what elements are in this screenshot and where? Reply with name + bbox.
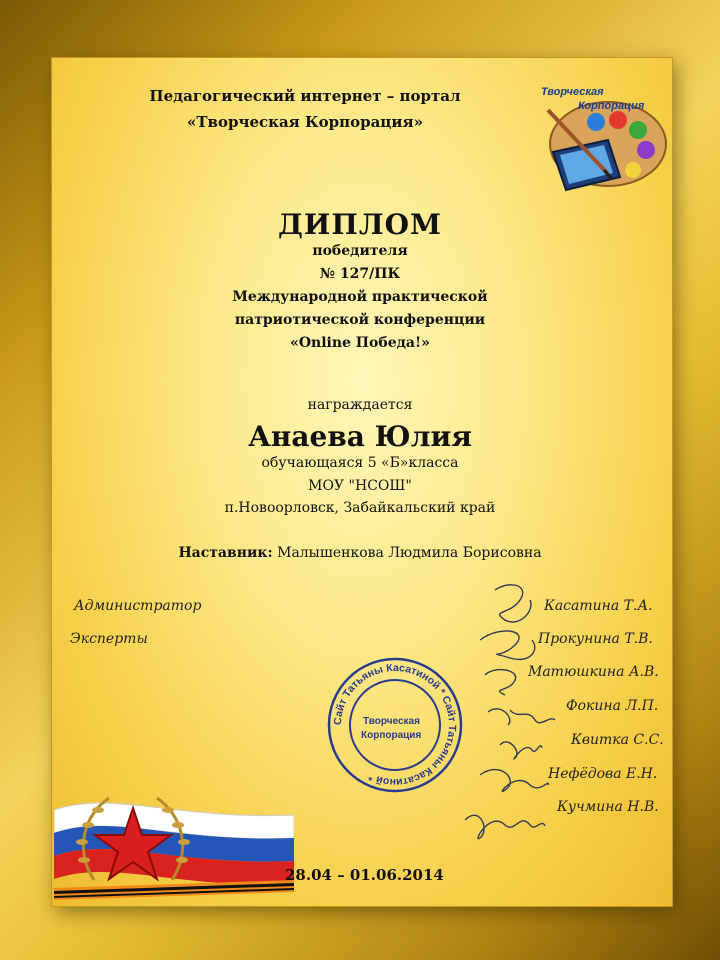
portal-title-line2: «Творческая Корпорация»	[187, 113, 423, 131]
diploma-title: ДИПЛОМ	[278, 208, 442, 241]
conference-line1: Международной практической	[232, 289, 488, 305]
mentor-label: Наставник:	[178, 545, 273, 561]
logo-text-line1: Творческая	[541, 86, 604, 98]
awarded-label: награждается	[307, 397, 413, 413]
signer-name: Фокина Л.П.	[566, 698, 659, 714]
conference-line2: патриотической конференции	[234, 312, 486, 328]
diploma-subtitle-winner: победителя	[312, 243, 408, 259]
conference-name: «Online Победа!»	[290, 335, 430, 351]
recipient-name: Анаева Юлия	[248, 420, 472, 453]
handwritten-signatures	[460, 580, 560, 870]
signer-name: Прокунина Т.В.	[538, 631, 653, 647]
signer-name: Матюшкина А.В.	[528, 664, 659, 680]
recipient-class: обучающаяся 5 «Б»класса	[261, 455, 459, 471]
stamp-ring-text: Сайт Татьяны Касатиной * Сайт Татьяны Касатиной *	[331, 661, 459, 789]
diploma-number: № 127/ПК	[319, 266, 401, 282]
signer-name: Касатина Т.А.	[544, 598, 653, 614]
experts-label: Эксперты	[70, 631, 148, 647]
signer-name: Кучмина Н.В.	[557, 799, 659, 815]
contest-dates: 28.04 – 01.06.2014	[285, 866, 444, 884]
admin-label: Администратор	[74, 598, 202, 614]
stamp-center-line2: Корпорация	[361, 730, 422, 741]
recipient-location: п.Новоорловск, Забайкальский край	[224, 500, 496, 516]
mentor-line	[0, 545, 720, 561]
recipient-school: МОУ "НСОШ"	[308, 478, 412, 494]
portal-title-line1: Педагогический интернет – портал	[149, 87, 461, 105]
stamp-center-line1: Творческая	[363, 716, 420, 727]
signer-name: Нефёдова Е.Н.	[548, 766, 658, 782]
logo-text-line2: Корпорация	[578, 100, 645, 112]
patriotic-emblem-icon	[54, 780, 294, 908]
signer-name: Квитка С.С.	[571, 732, 664, 748]
mentor-name: Малышенкова Людмила Борисовна	[277, 545, 542, 561]
